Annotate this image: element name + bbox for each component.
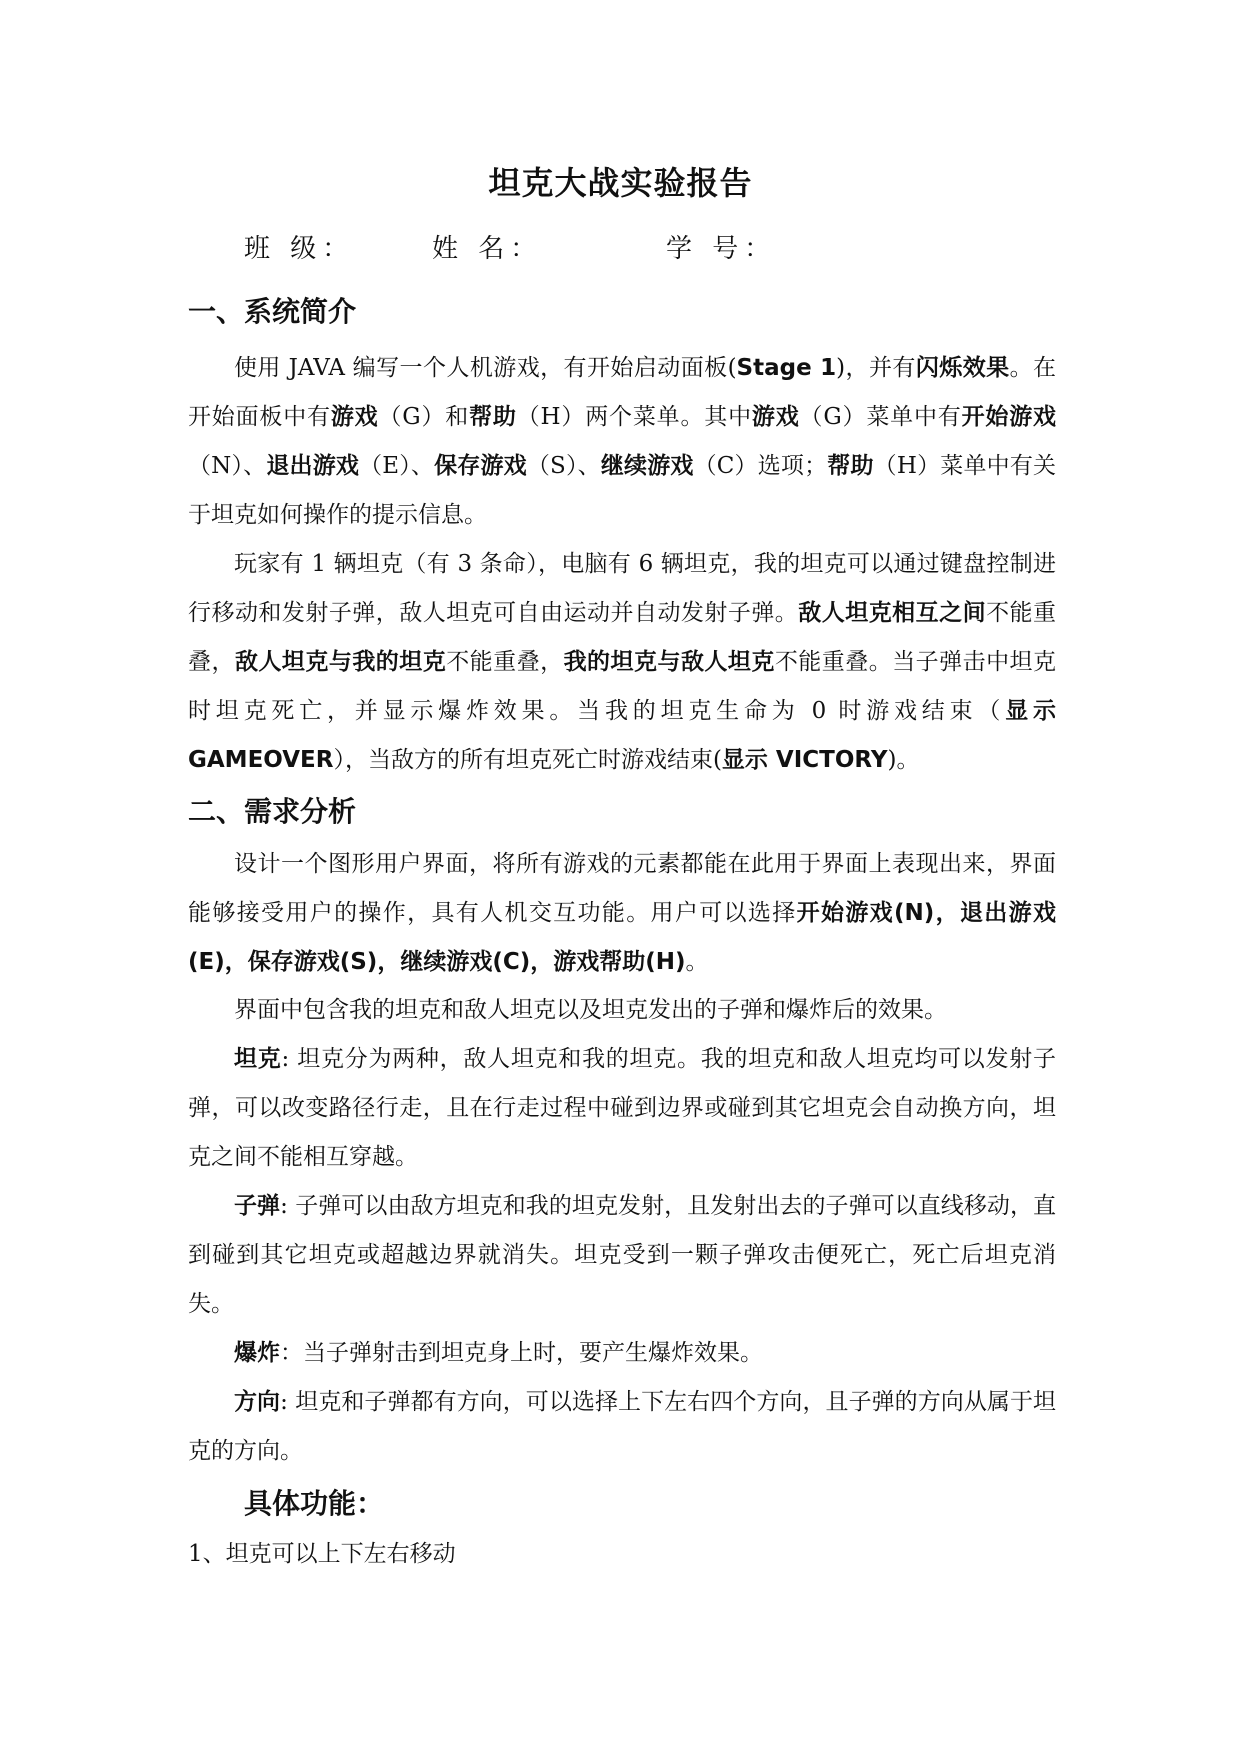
explosion-label: 爆炸 xyxy=(234,1340,280,1366)
name-label: 姓 名： xyxy=(432,234,543,264)
feature-item-1: 1、坦克可以上下左右移动 xyxy=(188,1541,456,1567)
class-label: 班 级： xyxy=(244,234,355,264)
tank-paragraph: 坦克: 坦克分为两种，敌人坦克和我的坦克。我的坦克和敌人坦克均可以发射子弹，可以改变路径行走，且在行走过程中碰到边界或碰到其它坦克会自动换方向，坦克之间不能相互穿越。 xyxy=(188,1046,1056,1170)
document-title: 坦克大战实验报告 xyxy=(488,164,753,202)
direction-label: 方向 xyxy=(234,1389,281,1415)
student-info-row xyxy=(0,228,1241,264)
features-heading: 具体功能： xyxy=(244,1487,385,1520)
tank-label: 坦克 xyxy=(234,1046,282,1072)
section2-heading: 二、需求分析 xyxy=(188,795,357,828)
section2-paragraph-1: 设计一个图形用户界面，将所有游戏的元素都能在此用于界面上表现出来，界面能够接受用户的操作，具有人机交互功能。用户可以选择开始游戏(N)，退出游戏(E)，保存游戏(S)，继续游戏(C)，游戏帮助(H)。 xyxy=(188,851,1056,975)
direction-paragraph: 方向: 坦克和子弹都有方向，可以选择上下左右四个方向，且子弹的方向从属于坦克的方向。 xyxy=(188,1389,1057,1464)
section1-heading: 一、系统简介 xyxy=(188,295,357,328)
bullet-paragraph: 子弹: 子弹可以由敌方坦克和我的坦克发射，且发射出去的子弹可以直线移动，直到碰到其它坦克或超越边界就消失。坦克受到一颗子弹攻击便死亡，死亡后坦克消失。 xyxy=(188,1193,1057,1317)
section2-paragraph-2: 界面中包含我的坦克和敌人坦克以及坦克发出的子弹和爆炸后的效果。 xyxy=(234,997,947,1023)
bullet-label: 子弹 xyxy=(234,1193,281,1219)
student-id-label: 学 号： xyxy=(666,234,777,264)
section1-paragraph-2: 玩家有 1 辆坦克（有 3 条命），电脑有 6 辆坦克，我的坦克可以通过键盘控制进行移动和发射子弹，敌人坦克可自由运动并自动发射子弹。敌人坦克相互之间不能重叠，敌人坦克与我的坦克不能重叠，我的坦克与敌人坦克不能重叠。当子弹击中坦克时坦克死亡，并显示爆炸效果。当我的坦克生命为 0 时游戏结束（显示 GAMEOVER），当敌方的所有坦克死亡时游戏结束(显示 VICTORY)。 xyxy=(188,551,1057,773)
section1-paragraph-1: 使用 JAVA 编写一个人机游戏，有开始启动面板(Stage 1)，并有闪烁效果。在开始面板中有游戏（G）和帮助（H）两个菜单。其中游戏（G）菜单中有开始游戏（N）、退出游戏（E）、保存游戏（S）、继续游戏（C）选项；帮助（H）菜单中有关于坦克如何操作的提示信息。 xyxy=(188,355,1057,528)
explosion-paragraph: 爆炸：当子弹射击到坦克身上时，要产生爆炸效果。 xyxy=(234,1340,763,1366)
